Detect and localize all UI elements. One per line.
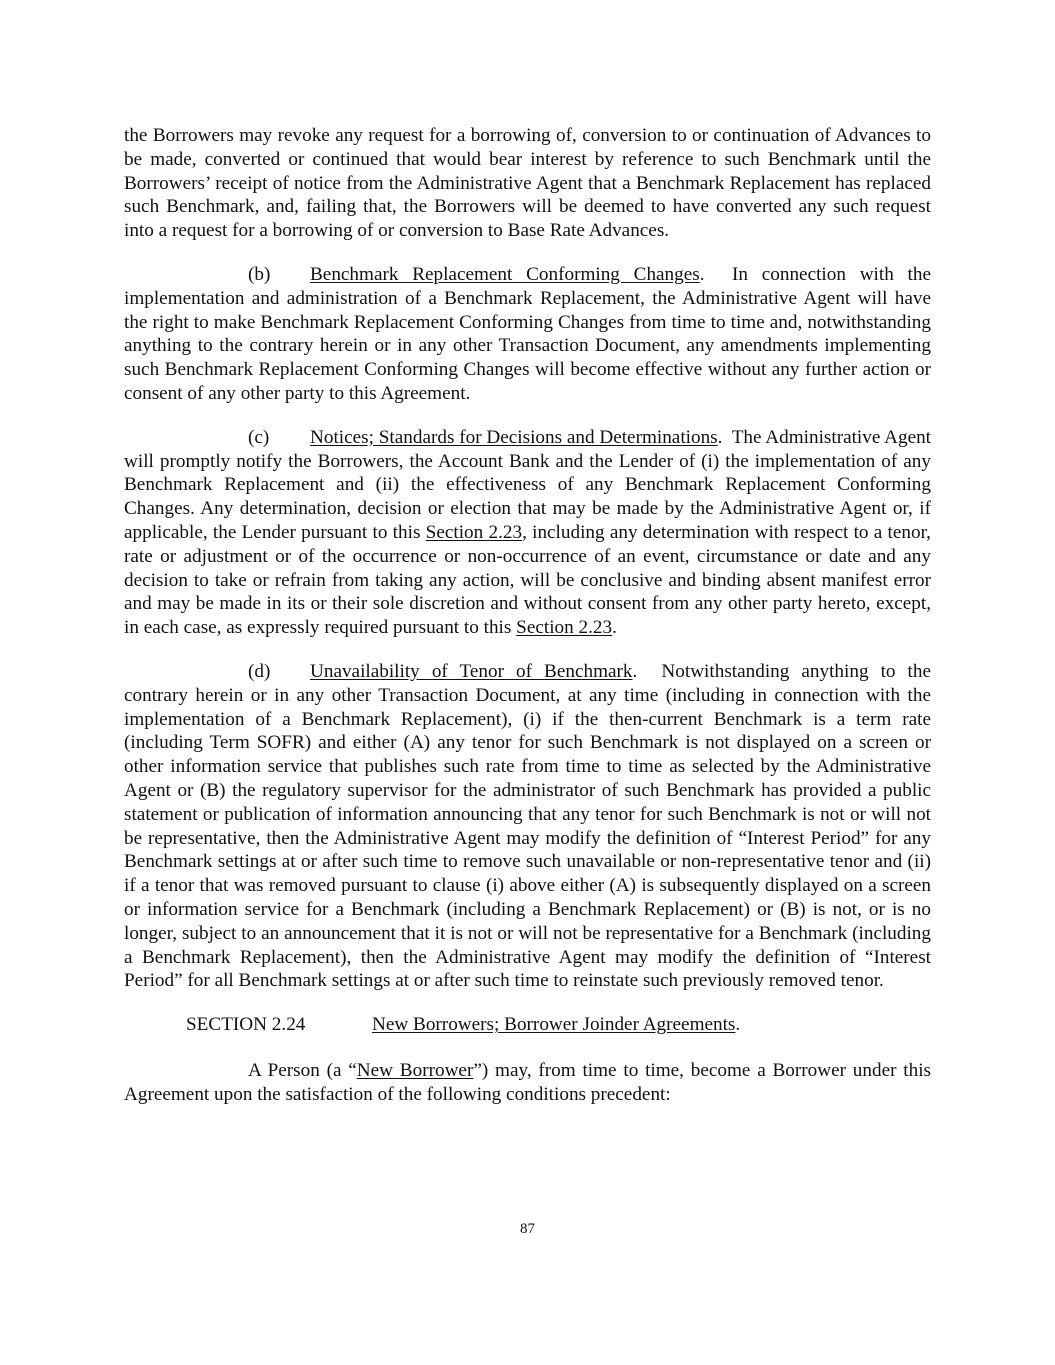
defined-term: New Borrower bbox=[356, 1059, 474, 1081]
heading-suffix: . bbox=[699, 263, 733, 285]
paragraph-text: ”) may, from time to time, become a Borrower under this Agreement upon the satisfaction of the following conditions precedent: bbox=[124, 1059, 931, 1105]
paragraph-text: In connection with the implementation and administration of a Benchmark Replacement, the Administrative Agent will have the right to make Benchmark Replacement Conforming Changes from time to time and, notwithstanding anything to the contrary herein or in any other Transaction Document, any amendments implementing such Benchmark Replacement Conforming Changes will become effective without any further action or consent of any other party to this Agreement. bbox=[124, 263, 931, 404]
clause-heading: Unavailability of Tenor of Benchmark bbox=[310, 660, 633, 682]
clause-label: (b) bbox=[248, 263, 271, 285]
paragraph-text: Notwithstanding anything to the contrary herein or in any other Transaction Document, at any time (including in connection with the implementation of a Benchmark Replacement), (i) if the then-current Benchmark is a term rate (including Term SOFR) and either (A) any tenor for such Benchmark is not displayed on a screen or other information service that publishes such rate from time to time as selected by the Administrative Agent or (B) the regulatory supervisor for the administrator of such Benchmark has provided a public statement or publication of information announcing that any tenor for such Benchmark is not or will not be representative, then the Administrative Agent may modify the definition of “Interest Period” for any Benchmark settings at or after such time to remove such unavailable or non-representative tenor and (ii) if a tenor that was removed pursuant to clause (i) above either (A) is subsequently displayed on a screen or information service for a Benchmark (including a Benchmark Replacement) or (B) is not, or is no longer, subject to an announcement that it is not or will not be representative for a Benchmark (including a Benchmark Replacement), then the Administrative Agent may modify the definition of “Interest Period” for all Benchmark settings at or after such time to reinstate such previously removed tenor. bbox=[124, 660, 931, 992]
section-reference-link[interactable]: Section 2.23 bbox=[516, 617, 613, 639]
section-reference-link[interactable]: Section 2.23 bbox=[425, 521, 523, 543]
paragraph-b bbox=[124, 263, 931, 406]
heading-suffix: . bbox=[632, 660, 662, 682]
paragraph-text: . bbox=[612, 617, 617, 639]
clause-label: (c) bbox=[248, 426, 270, 448]
paragraph-text: A Person (a “ bbox=[248, 1059, 357, 1081]
paragraph-text: the Borrowers may revoke any request for a borrowing of, conversion to or continuation of Advances to be made, converted or continued that would bear interest by reference to such Benchmark until the Borrowers’ receipt of notice from the Administrative Agent that a Benchmark Replacement has replaced such Benchmark, and, failing that, the Borrowers will be deemed to have converted any such request into a request for a borrowing of or conversion to Base Rate Advances. bbox=[124, 125, 931, 242]
document-page bbox=[124, 124, 931, 1126]
paragraph-text: The Administrative Agent will promptly notify the Borrowers, the Account Bank and the Lender of (i) the implementation of any Benchmark Replacement and (ii) the effectiveness of any Benchmark Replacement Conforming Changes. Any determination, decision or election that may be made by the Administrative Agent or, if applicable, the Lender pursuant to this bbox=[124, 426, 932, 543]
clause-label: (d) bbox=[248, 660, 271, 682]
page-number: 87 bbox=[520, 1221, 535, 1237]
clause-heading: Benchmark Replacement Conforming Changes bbox=[310, 263, 700, 285]
paragraph-text: , including any determination with respect to a tenor, rate or adjustment or of the occurrence or non-occurrence of an event, circumstance or date and any decision to take or refrain from taking any action, will be conclusive and binding absent manifest error and may be made in its or their sole discretion and without consent from any other party hereto, except, in each case, as expressly required pursuant to this bbox=[124, 521, 931, 639]
section-number: SECTION 2.24 bbox=[186, 1014, 306, 1036]
paragraph-continuation bbox=[124, 124, 931, 243]
section-title-suffix: . bbox=[735, 1014, 741, 1036]
paragraph-new-borrower bbox=[124, 1059, 931, 1107]
clause-heading: Notices; Standards for Decisions and Determinations bbox=[310, 426, 718, 448]
paragraph-c bbox=[124, 426, 931, 640]
section-title: New Borrowers; Borrower Joinder Agreements bbox=[372, 1014, 736, 1036]
section-heading bbox=[124, 1013, 931, 1037]
paragraph-d bbox=[124, 660, 931, 993]
heading-suffix: . bbox=[717, 426, 732, 448]
